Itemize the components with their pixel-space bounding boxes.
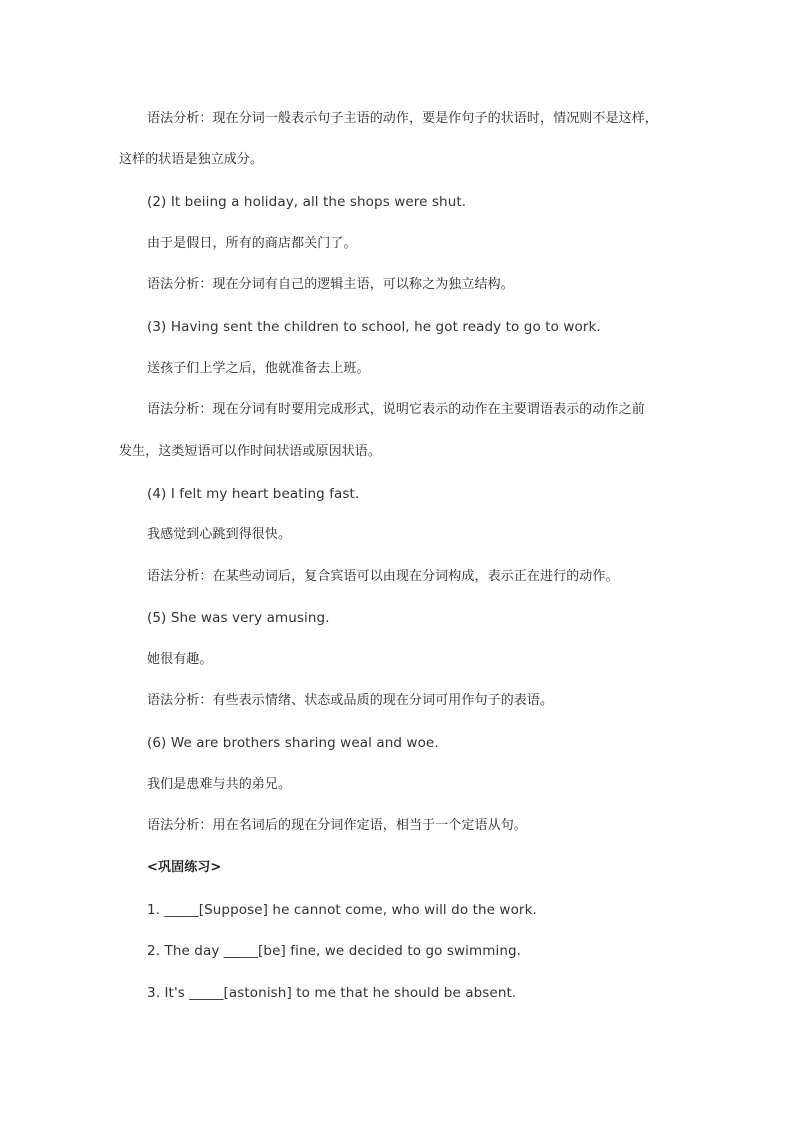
analysis-text: 语法分析：现在分词有时要用完成形式，说明它表示的动作在主要谓语表示的动作之前 — [147, 402, 645, 417]
analysis-text: 语法分析：有些表示情绪、状态或品质的现在分词可用作句子的表语。 — [147, 693, 554, 708]
exercise-item: 3. It's _____[astonish] to me that he should be absent. — [147, 985, 517, 1001]
analysis-text: 语法分析：在某些动词后，复合宾语可以由现在分词构成，表示正在进行的动作。 — [147, 569, 619, 584]
exercise-item: 1. _____[Suppose] he cannot come, who will do the work. — [147, 902, 537, 918]
example-sentence: (6) We are brothers sharing weal and woe. — [147, 735, 439, 751]
translation-text: 由于是假日，所有的商店都关门了。 — [147, 236, 357, 251]
analysis-text-continued: 这样的状语是独立成分。 — [119, 152, 264, 167]
translation-text: 我们是患难与共的弟兄。 — [147, 777, 292, 792]
analysis-text: 语法分析：现在分词一般表示句子主语的动作，要是作句子的状语时，情况则不是这样， — [147, 111, 658, 126]
example-sentence: (3) Having sent the children to school, he got ready to go to work. — [147, 319, 601, 335]
translation-text: 我感觉到心跳到得很快。 — [147, 527, 292, 542]
section-heading: <巩固练习> — [147, 860, 222, 875]
translation-text: 她很有趣。 — [147, 652, 213, 667]
example-sentence: (2) It beiing a holiday, all the shops were shut. — [147, 194, 467, 210]
analysis-text: 语法分析：用在名词后的现在分词作定语，相当于一个定语从句。 — [147, 818, 527, 833]
translation-text: 送孩子们上学之后，他就准备去上班。 — [147, 361, 370, 376]
analysis-text-continued: 发生，这类短语可以作时间状语或原因状语。 — [119, 444, 382, 459]
example-sentence: (5) She was very amusing. — [147, 610, 330, 626]
exercise-item: 2. The day _____[be] fine, we decided to go swimming. — [147, 943, 522, 959]
analysis-text: 语法分析：现在分词有自己的逻辑主语，可以称之为独立结构。 — [147, 277, 514, 292]
example-sentence: (4) I felt my heart beating fast. — [147, 486, 360, 502]
